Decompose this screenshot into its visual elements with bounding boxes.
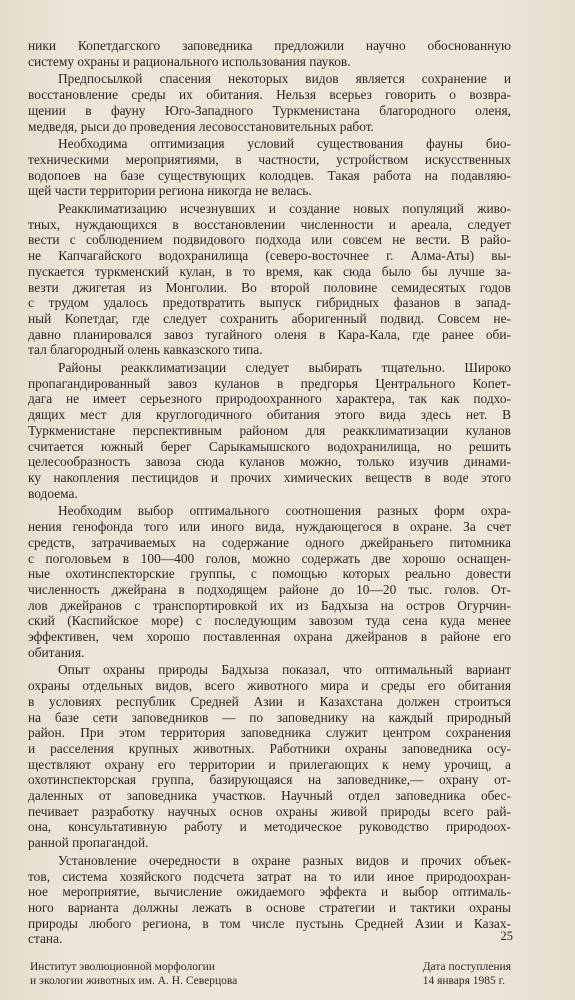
text-line: считается южный берег Сарыкамышского водохранилища, но решить [28, 438, 511, 454]
text-line: Необходима оптимизация условий существования фауны био- [58, 136, 511, 152]
text-line: пропагандированный завоз куланов в предгорья Центрального Копет- [28, 375, 511, 391]
paragraph [28, 360, 511, 501]
text-line: пускается туркменский кулан, в то время, как сюда было бы лучше за- [28, 263, 511, 279]
text-line: нения генофонда того или иного вида, нуждающегося в охране. За счет [28, 519, 511, 535]
text-line: район. При этом территория заповедника служит центром сохранения [28, 725, 511, 741]
text-line: с трудом удалось предотвратить выпуск гибридных фазанов в запад- [28, 295, 511, 311]
text-line: средств, затрачиваемых на содержание одного джейраньего питомника [28, 534, 511, 550]
paragraph [28, 38, 511, 69]
text-line: стана. [28, 931, 63, 947]
paragraph [28, 853, 511, 947]
text-line: ку накопления пестицидов и прочих химических веществ в воде этого [28, 469, 511, 485]
paragraph [28, 71, 511, 134]
text-line: водопоев на базе существующих колодцев. Такая работа на подавляю- [28, 167, 511, 183]
text-line: ного варианта должны лежать в основе стратегии и тактики охраны [28, 899, 511, 915]
text-line: она, консультативную работу и методическое руководство природоох- [28, 819, 511, 835]
text-line: щей части территории региона никогда не велась. [28, 183, 312, 199]
institute-line-2: и экологии животных им. А. Н. Северцова [30, 974, 238, 987]
paragraph [28, 136, 511, 199]
paragraph [28, 503, 511, 660]
text-line: охраны отдельных видов, всего животного мира и среды его обитания [28, 678, 511, 694]
text-line: щении в фауну Юго-Западного Туркменистана благородного оленя, [28, 102, 511, 118]
received-date [423, 961, 511, 988]
text-line: ществляют охрану его территории и прилегающих к нему урочищ, а [28, 756, 511, 772]
text-line: систему охраны и рационального использования пауков. [28, 53, 351, 69]
text-line: печивает разработку научных основ охраны живой природы всего рай- [28, 803, 511, 819]
institute-affiliation [28, 961, 237, 988]
text-line: природы любого региона, в том числе пустынь Средней Азии и Казах- [28, 915, 511, 931]
text-line: водоема. [28, 485, 78, 501]
text-line: лов джейранов с транспортировкой их из Бадхыза на остров Огурчин- [28, 597, 511, 613]
text-line: Опыт охраны природы Бадхыза показал, что оптимальный вариант [58, 662, 511, 678]
text-line: вести с соблюдением подвидового подхода или совсем не вести. В райо- [28, 232, 511, 248]
text-line: давно планировался завоз тугайного оленя в Кара-Кала, где ранее оби- [28, 326, 511, 342]
text-line: дага не имеет серьезного природоохранного характера, так как подхо- [28, 391, 511, 407]
paragraph [28, 662, 511, 850]
page-number: 25 [500, 929, 513, 943]
received-value: 14 января 1985 г. [422, 974, 505, 987]
text-line: охотинспекторская группа, базирующаяся на заповеднике,— охрану от- [28, 772, 511, 788]
text-line: ранной пропагандой. [28, 835, 149, 851]
text-line: в условиях республик Средней Азии и Казахстана должен строиться [28, 693, 511, 709]
institute-line-1: Институт эволюционной морфологии [30, 961, 215, 974]
text-line: не Капчагайского водохранилища (северо-восточнее г. Алма-Аты) вы- [28, 248, 511, 264]
text-line: тов, система хозяйского подсчета затрат на то или иное природоохран- [28, 868, 511, 884]
text-line: тал благородный олень кавказского типа. [28, 342, 263, 358]
text-line: дящих мест для круглогодичного обитания этого вида здесь нет. В [28, 407, 511, 423]
text-line: Предпосылкой спасения некоторых видов является сохранение и [58, 71, 511, 87]
text-line: эффективен, чем хорошо поставленная охрана джейранов в районе его [28, 629, 511, 645]
text-line: тных, нуждающихся в восстановлении численности и ареала, следует [28, 216, 511, 232]
text-line: ники Копетдагского заповедника предложили научно обоснованную [28, 38, 511, 53]
text-line: восстановление среды их обитания. Нельзя всерьез говорить о возвра- [28, 87, 511, 103]
article-body [28, 38, 511, 947]
text-line: с поголовьем в 100—400 голов, можно содержать две хорошо оснащен- [28, 550, 511, 566]
text-line: целесообразность завоза сюда куланов можно, только изучив динами- [28, 454, 511, 470]
text-line: на базе сети заповедников — по заповеднику на каждый природный [28, 709, 511, 725]
text-line: Установление очередности в охране разных видов и прочих объек- [58, 852, 511, 868]
received-label: Дата поступления [422, 961, 511, 974]
text-line: и расселения крупных животных. Работники охраны заповедника осу- [28, 740, 511, 756]
text-line: Районы реакклиматизации следует выбирать тщательно. Широко [58, 360, 511, 376]
text-line: обитания. [28, 644, 85, 660]
text-line: ский (Каспийское море) с последующим завозом туда сена куда менее [28, 613, 511, 629]
text-line: Необходим выбор оптимального соотношения разных форм охра- [58, 503, 511, 519]
text-line: ные охотинспекторские группы, с помощью которых реально довести [28, 566, 511, 582]
text-line: численность джейрана в подходящем районе до 10—20 тыс. голов. От- [28, 581, 511, 597]
text-line: ное мероприятие, вычисление ожидаемого эффекта и выбор оптималь- [28, 884, 511, 900]
paragraph [28, 201, 511, 358]
text-line: Реакклиматизацию исчезнувших и создание новых популяций живо- [58, 201, 511, 217]
text-line: Туркменистане перспективным районом для реакклиматизации куланов [28, 422, 511, 438]
text-line: везти джигетая из Монголии. Во второй половине семидесятых годов [28, 279, 511, 295]
text-line: техническими мероприятиями, в частности, устройством искусственных [28, 151, 511, 167]
text-line: даленных от заповедника участков. Научный отдел заповедника обес- [28, 788, 511, 804]
text-line: ный Копетдаг, где следует сохранить аборигенный подвид. Совсем не- [28, 310, 511, 326]
text-line: медведя, рыси до проведения лесовосстановительных работ. [28, 118, 374, 134]
article-footer [28, 961, 511, 988]
